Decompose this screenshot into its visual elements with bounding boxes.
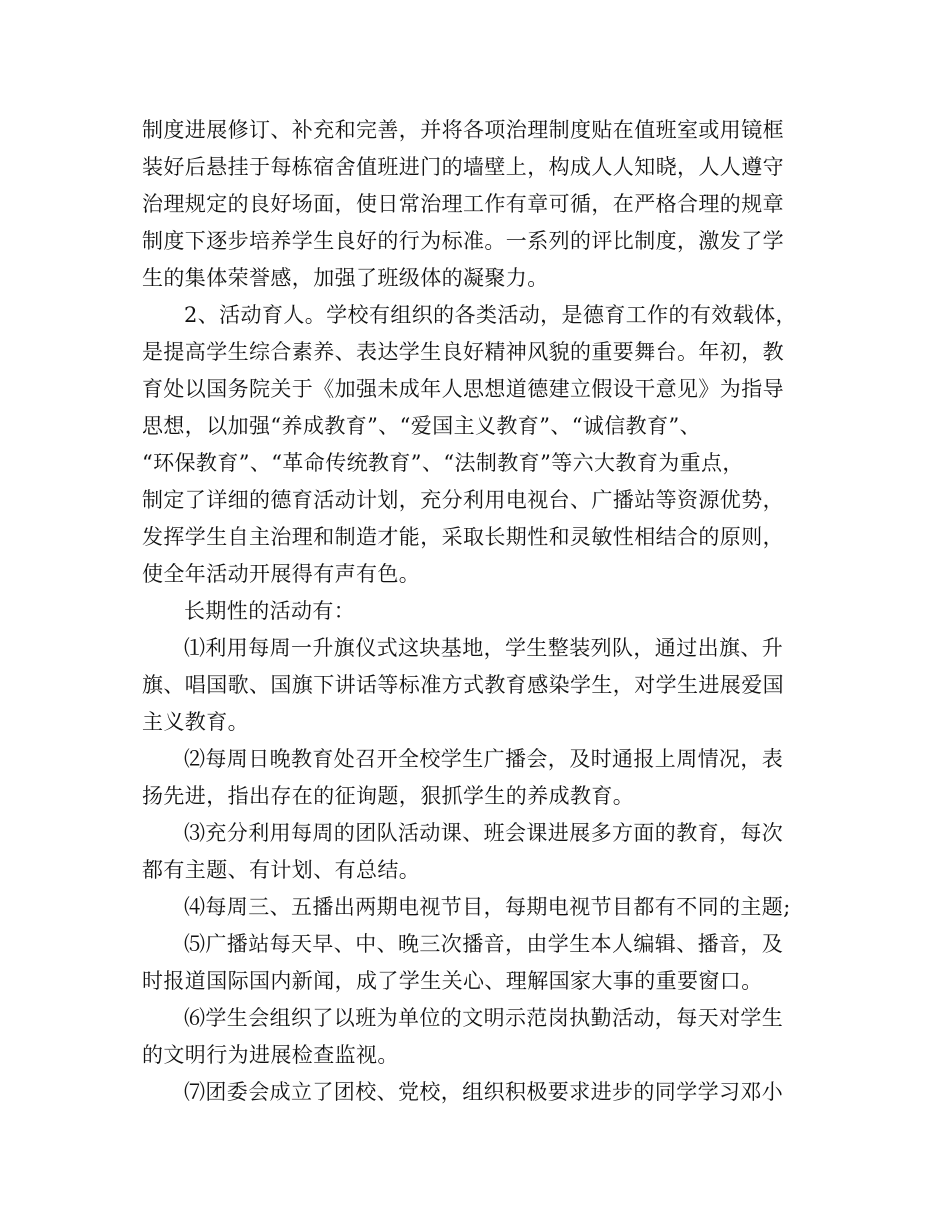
list-item-6-start: ⑹学生会组织了以班为单位的文明示范岗执勤活动，每天对学生 — [184, 1006, 784, 1030]
text-line: 旗、唱国歌、国旗下讲话等标准方式教育感染学生，对学生进展爱国 — [142, 673, 784, 697]
text-line: 主义教育。 — [142, 710, 249, 734]
text-line: 的文明行为进展检查监视。 — [142, 1043, 399, 1067]
text-line: 时报道国际国内新闻，成了学生关心、理解国家大事的重要窗口。 — [142, 969, 763, 993]
text-line: 都有主题、有计划、有总结。 — [142, 858, 421, 882]
body-text — [142, 112, 826, 1111]
text-line: 装好后悬挂于每栋宿舍值班进门的墙壁上，构成人人知晓，人人遵守 — [142, 155, 784, 179]
text-line: 发挥学生自主治理和制造才能，采取长期性和灵敏性相结合的原则， — [142, 525, 784, 549]
text-line: 是提高学生综合素养、表达学生良好精神风貌的重要舞台。年初，教 — [142, 340, 784, 364]
text-line: 思想，以加强“养成教育”、“爱国主义教育”、“诚信教育”、 — [142, 414, 702, 438]
text-line: 制度下逐步培养学生良好的行为标准。一系列的评比制度，激发了学 — [142, 229, 784, 253]
list-item-4: ⑷每周三、五播出两期电视节目，每期电视节目都有不同的主题; — [184, 895, 791, 919]
list-item-7-start: ⑺团委会成立了团校、党校，组织积极要求进步的同学学习邓小 — [184, 1080, 784, 1104]
text-line: 制度进展修订、补充和完善，并将各项治理制度贴在值班室或用镜框 — [142, 118, 784, 142]
text-line: “环保教育”、“革命传统教育”、“法制教育”等六大教育为重点， — [142, 451, 744, 475]
section-heading: 长期性的活动有： — [184, 599, 356, 623]
text-line: 育处以国务院关于《加强未成年人思想道德建立假设干意见》为指导 — [142, 377, 784, 401]
list-item-2-start: ⑵每周日晚教育处召开全校学生广播会，及时通报上周情况，表 — [184, 747, 784, 771]
text-line: 生的集体荣誉感，加强了班级体的凝聚力。 — [142, 266, 549, 290]
paragraph-start-line: 2、活动育人。学校有组织的各类活动，是德育工作的有效载体， — [184, 303, 797, 327]
text-line: 扬先进，指出存在的征询题，狠抓学生的养成教育。 — [142, 784, 635, 808]
list-item-3-start: ⑶充分利用每周的团队活动课、班会课进展多方面的教育，每次 — [184, 821, 784, 845]
list-item-5-start: ⑸广播站每天早、中、晚三次播音，由学生本人编辑、播音，及 — [184, 932, 784, 956]
text-line: 使全年活动开展得有声有色。 — [142, 562, 421, 586]
list-item-1-start: ⑴利用每周一升旗仪式这块基地，学生整装列队，通过出旗、升 — [184, 636, 784, 660]
text-line: 治理规定的良好场面，使日常治理工作有章可循，在严格合理的规章 — [142, 192, 784, 216]
text-line: 制定了详细的德育活动计划，充分利用电视台、广播站等资源优势， — [142, 488, 784, 512]
